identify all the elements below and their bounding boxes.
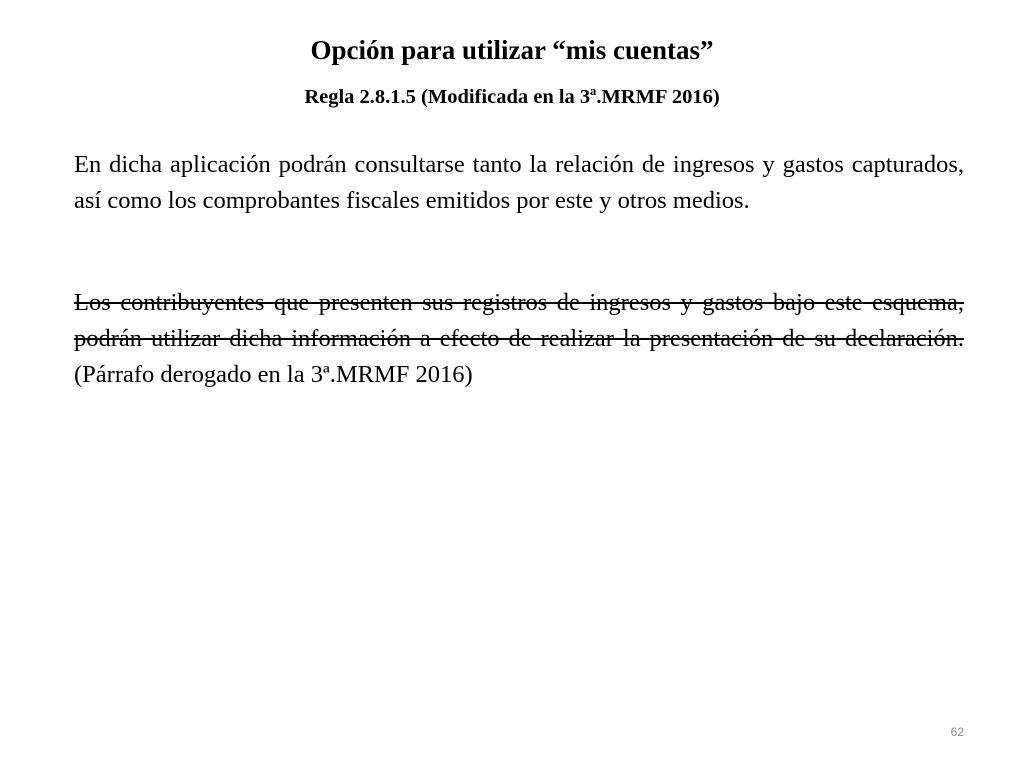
paragraph-consultation: En dicha aplicación podrán consultarse tanto la relación de ingresos y gastos capturados, así como los comprobantes fiscales emitidos por este y otros medios.: [74, 151, 964, 214]
paragraph-repealed: [74, 285, 964, 393]
repealed-text: Los contribuyentes que presenten sus registros de ingresos y gastos bajo este esquema, podrán utilizar dicha información a efecto de realizar la presentación de su declaración.: [74, 289, 964, 352]
repeal-note: (Párrafo derogado en la 3ª.MRMF 2016): [74, 361, 473, 388]
page-number: 62: [950, 725, 964, 739]
slide-subtitle: Regla 2.8.1.5 (Modificada en la 3ª.MRMF 2016): [304, 86, 720, 108]
slide-title: Opción para utilizar “mis cuentas”: [310, 35, 714, 65]
